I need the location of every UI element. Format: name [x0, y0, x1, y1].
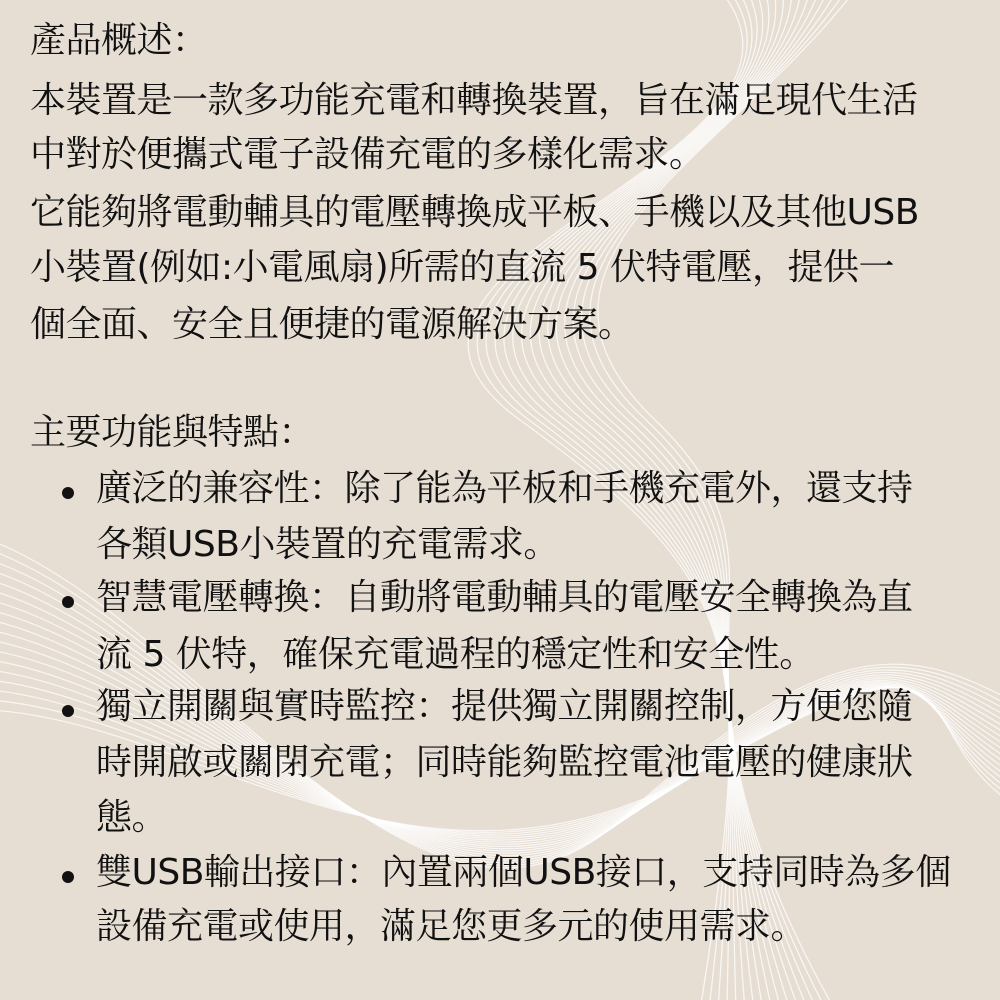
- overview-line: 小裝置(例如:小電風扇)所需的直流 5 伏特電壓，提供一: [30, 247, 895, 288]
- overview-line: 中對於便攜式電子設備充電的多樣化需求。: [30, 134, 705, 175]
- overview-line: 個全面、安全且便捷的電源解決方案。: [30, 304, 634, 345]
- overview-heading: 產品概述：: [30, 20, 208, 61]
- feature-text: 智慧電壓轉換：自動將電動輔具的電壓安全轉換為直: [96, 577, 913, 618]
- feature-text: 時開啟或關閉充電；同時能夠監控電池電壓的健康狀: [96, 742, 913, 783]
- bullet-dot-icon: [62, 596, 74, 608]
- feature-text: 獨立開關與實時監控：提供獨立開關控制，方便您隨: [96, 686, 913, 727]
- features-heading: 主要功能與特點：: [30, 412, 315, 453]
- feature-text: 雙USB輸出接口：內置兩個USB接口，支持同時為多個: [96, 852, 951, 893]
- feature-text: 設備充電或使用，滿足您更多元的使用需求。: [96, 906, 807, 947]
- feature-text: 態。: [96, 797, 168, 838]
- overview-line: 本裝置是一款多功能充電和轉換裝置，旨在滿足現代生活: [30, 80, 918, 121]
- bullet-dot-icon: [62, 705, 74, 717]
- feature-text: 廣泛的兼容性：除了能為平板和手機充電外，還支持: [96, 468, 913, 509]
- bullet-dot-icon: [62, 871, 74, 883]
- bullet-dot-icon: [62, 487, 74, 499]
- feature-text: 流 5 伏特，確保充電過程的穩定性和安全性。: [96, 634, 815, 675]
- overview-line: 它能夠將電動輔具的電壓轉換成平板、手機以及其他USB: [30, 192, 919, 233]
- feature-text: 各類USB小裝置的充電需求。: [96, 524, 559, 565]
